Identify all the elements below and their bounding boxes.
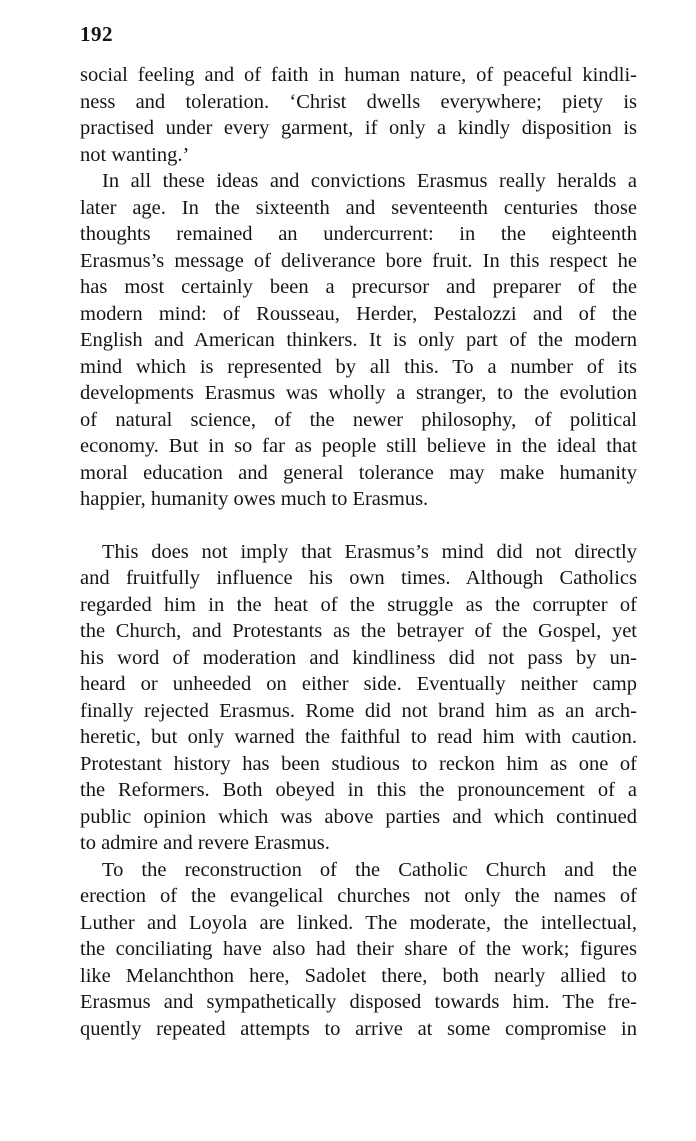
text-line: economy. But in so far as people still believe in the ideal that — [80, 435, 637, 457]
text-line: Luther and Loyola are linked. The moderate, the intellectual, — [80, 911, 637, 934]
text-line: This does not imply that Erasmus’s mind did not directly — [102, 540, 637, 563]
text-line: like Melanchthon here, Sadolet there, both nearly allied to — [80, 964, 637, 987]
text-line: public opinion which was above parties and which continued — [80, 805, 637, 828]
text-line: and fruitfully influence his own times. Although Catholics — [80, 567, 637, 589]
paragraph — [80, 857, 637, 1043]
text-line: To the reconstruction of the Catholic Church and the — [102, 858, 637, 881]
text-line: ness and toleration. ‘Christ dwells everywhere; piety is — [80, 90, 637, 113]
page-number: 192 — [80, 22, 113, 46]
text-line: has most certainly been a precursor and preparer of the — [80, 276, 637, 298]
text-line: social feeling and of faith in human nature, of peaceful kindli- — [80, 64, 637, 86]
text-line: moral education and general tolerance may make humanity — [80, 461, 637, 484]
text-line: the Reformers. Both obeyed in this the pronouncement of a — [80, 779, 637, 801]
text-line: to admire and revere Erasmus. — [80, 832, 330, 854]
text-line: heretic, but only warned the faithful to read him with caution. — [80, 726, 637, 748]
text-line: In all these ideas and convictions Erasmus really heralds a — [102, 170, 637, 192]
text-line: practised under every garment, if only a kindly disposition is — [80, 117, 637, 139]
text-line: regarded him in the heat of the struggle as the corrupter of — [80, 593, 637, 616]
body-text — [80, 62, 637, 1042]
text-line: mind which is represented by all this. To a number of its — [80, 355, 637, 378]
text-line: his word of moderation and kindliness did not pass by un- — [80, 646, 637, 669]
text-line: heard or unheeded on either side. Eventually neither camp — [80, 673, 637, 695]
paragraph-gap — [80, 513, 637, 539]
paragraph — [80, 62, 637, 168]
text-line: English and American thinkers. It is only part of the modern — [80, 329, 637, 351]
text-line: later age. In the sixteenth and seventeenth centuries those — [80, 196, 637, 219]
text-line: of natural science, of the newer philosophy, of political — [80, 408, 637, 431]
text-line: quently repeated attempts to arrive at some compromise in — [80, 1017, 637, 1040]
text-line: Erasmus’s message of deliverance bore fruit. In this respect he — [80, 249, 637, 272]
text-line: not wanting.’ — [80, 143, 190, 166]
text-line: erection of the evangelical churches not only the names of — [80, 885, 637, 907]
text-line: Erasmus and sympathetically disposed towards him. The fre- — [80, 991, 637, 1013]
text-line: happier, humanity owes much to Erasmus. — [80, 488, 429, 510]
text-line: finally rejected Erasmus. Rome did not brand him as an arch- — [80, 699, 637, 722]
text-line: developments Erasmus was wholly a stranger, to the evolution — [80, 382, 637, 404]
paragraph — [80, 168, 637, 513]
text-line: the Church, and Protestants as the betrayer of the Gospel, yet — [80, 620, 637, 642]
paragraph — [80, 539, 637, 857]
text-line: modern mind: of Rousseau, Herder, Pestalozzi and of the — [80, 302, 637, 325]
text-line: the conciliating have also had their share of the work; figures — [80, 938, 637, 960]
text-line: thoughts remained an undercurrent: in the eighteenth — [80, 223, 637, 245]
text-line: Protestant history has been studious to reckon him as one of — [80, 752, 637, 775]
